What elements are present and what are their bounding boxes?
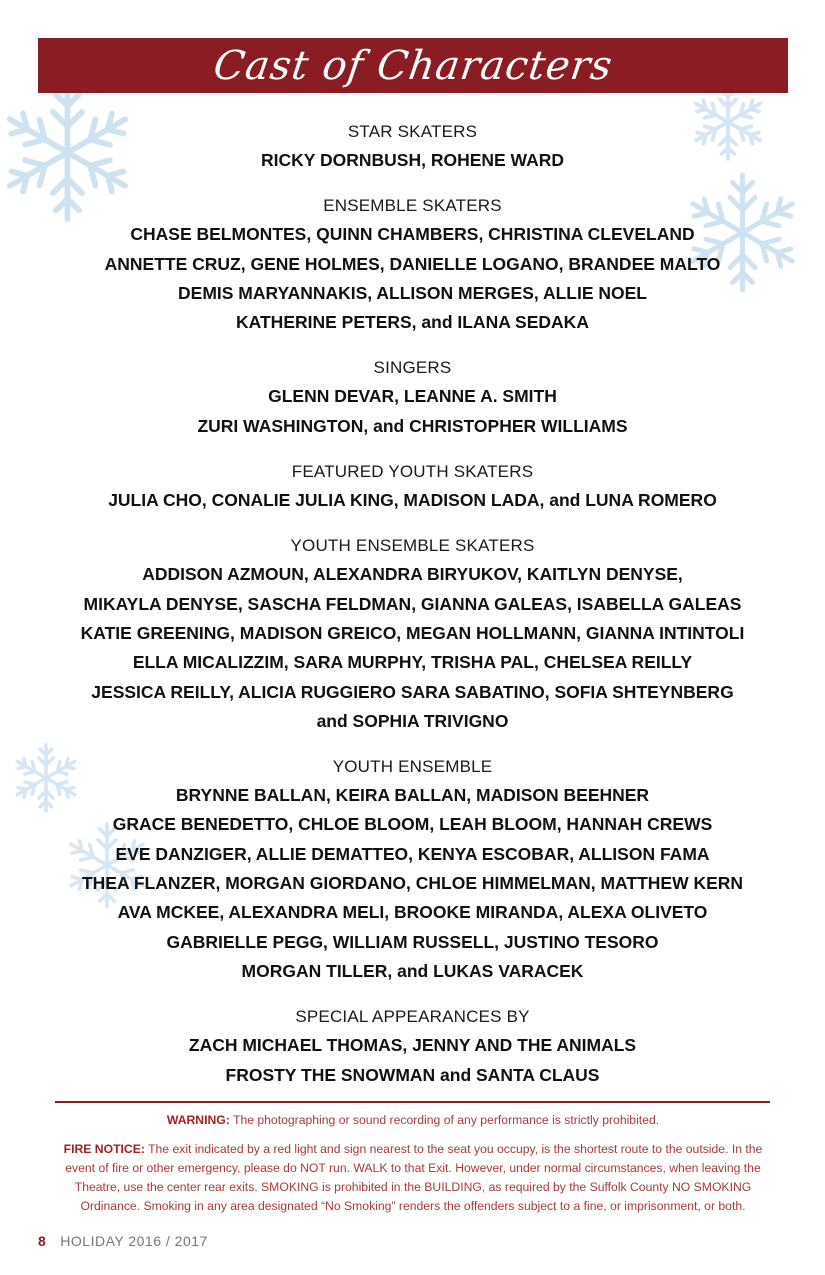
cast-names-line: FROSTY THE SNOWMAN and SANTA CLAUS [225,1064,600,1085]
footer-label: HOLIDAY 2016 / 2017 [60,1233,208,1249]
cast-names-line: CHASE BELMONTES, QUINN CHAMBERS, CHRISTINA CLEVELAND [130,224,695,245]
cast-names-line: ZACH MICHAEL THOMAS, JENNY AND THE ANIMALS [188,1035,637,1056]
section-heading: SINGERS [373,358,452,378]
page-number: 8 [38,1233,47,1249]
warning-text: The photographing or sound recording of any performance is strictly prohibited. [229,1113,660,1127]
cast-names-line: JULIA CHO, CONALIE JULIA KING, MADISON LADA, and LUNA ROMERO [108,490,717,511]
cast-names-line: DEMIS MARYANNAKIS, ALLISON MERGES, ALLIE NOEL [178,282,647,303]
cast-section [40,117,785,175]
cast-names-line: THEA FLANZER, MORGAN GIORDANO, CHLOE HIMMELMAN, MATTHEW KERN [81,873,744,894]
warning-notice [48,1111,778,1130]
section-heading: SPECIAL APPEARANCES BY [295,1007,530,1027]
cast-names-line: AVA MCKEE, ALEXANDRA MELI, BROOKE MIRANDA, ALEXA OLIVETO [117,902,708,923]
fire-notice [48,1140,778,1216]
page-footer [38,1233,208,1249]
fire-notice-label: FIRE NOTICE: [63,1142,145,1156]
title-banner [38,38,788,93]
cast-names-line: KATHERINE PETERS, and ILANA SEDAKA [236,312,589,333]
cast-names-line: MIKAYLA DENYSE, SASCHA FELDMAN, GIANNA GALEAS, ISABELLA GALEAS [83,593,742,614]
section-heading: FEATURED YOUTH SKATERS [291,462,534,482]
cast-names-line: RICKY DORNBUSH, ROHENE WARD [260,150,565,170]
cast-names-line: MORGAN TILLER, and LUKAS VARACEK [241,960,584,981]
cast-names-line: GLENN DEVAR, LEANNE A. SMITH [268,386,557,407]
cast-section [40,191,785,337]
section-heading: ENSEMBLE SKATERS [323,196,502,216]
section-heading: YOUTH ENSEMBLE SKATERS [290,536,535,556]
cast-names-line: JESSICA REILLY, ALICIA RUGGIERO SARA SABATINO, SOFIA SHTEYNBERG [91,681,734,702]
cast-names-line: GRACE BENEDETTO, CHLOE BLOOM, LEAH BLOOM, HANNAH CREWS [112,814,713,835]
fire-notice-text: The exit indicated by a red light and sign nearest to the seat you occupy, is the shortest route to the outside. In the event of fire or other emergency, please do NOT run. WALK to that Exit. However, under normal circumstances, when leaving the Theatre, use the center rear exits. SMOKING is prohibited in the BUILDING, as required by the Suffolk County NO SMOKING Ordinance. Smoking in any area designated “No Smoking” renders the offenders subject to a fine, or imprisonment, or both. [65,1142,763,1213]
cast-section [40,353,785,441]
section-heading: YOUTH ENSEMBLE [332,757,493,777]
cast-names-line: EVE DANZIGER, ALLIE DEMATTEO, KENYA ESCOBAR, ALLISON FAMA [115,843,710,864]
cast-section [40,1002,785,1090]
cast-names-line: ZURI WASHINGTON, and CHRISTOPHER WILLIAMS [197,415,628,436]
warning-label: WARNING: [166,1113,230,1127]
cast-names-line: ELLA MICALIZZIM, SARA MURPHY, TRISHA PAL, CHELSEA REILLY [132,652,693,673]
cast-names-line: and SOPHIA TRIVIGNO [316,710,509,731]
cast-names-line: ADDISON AZMOUN, ALEXANDRA BIRYUKOV, KAITLYN DENYSE, [142,564,683,585]
cast-section [40,531,785,736]
cast-list [40,117,785,1106]
page-title: Cast of Characters [210,42,616,89]
cast-names-line: BRYNNE BALLAN, KEIRA BALLAN, MADISON BEEHNER [175,785,650,806]
cast-names-line: GABRIELLE PEGG, WILLIAM RUSSELL, JUSTINO TESORO [166,931,659,952]
cast-names-line: ANNETTE CRUZ, GENE HOLMES, DANIELLE LOGANO, BRANDEE MALTO [104,253,721,274]
cast-section [40,457,785,515]
cast-section [40,752,785,986]
divider-rule [55,1101,770,1103]
section-heading: STAR SKATERS [347,122,478,141]
cast-names-line: KATIE GREENING, MADISON GREICO, MEGAN HOLLMANN, GIANNA INTINTOLI [80,622,745,643]
